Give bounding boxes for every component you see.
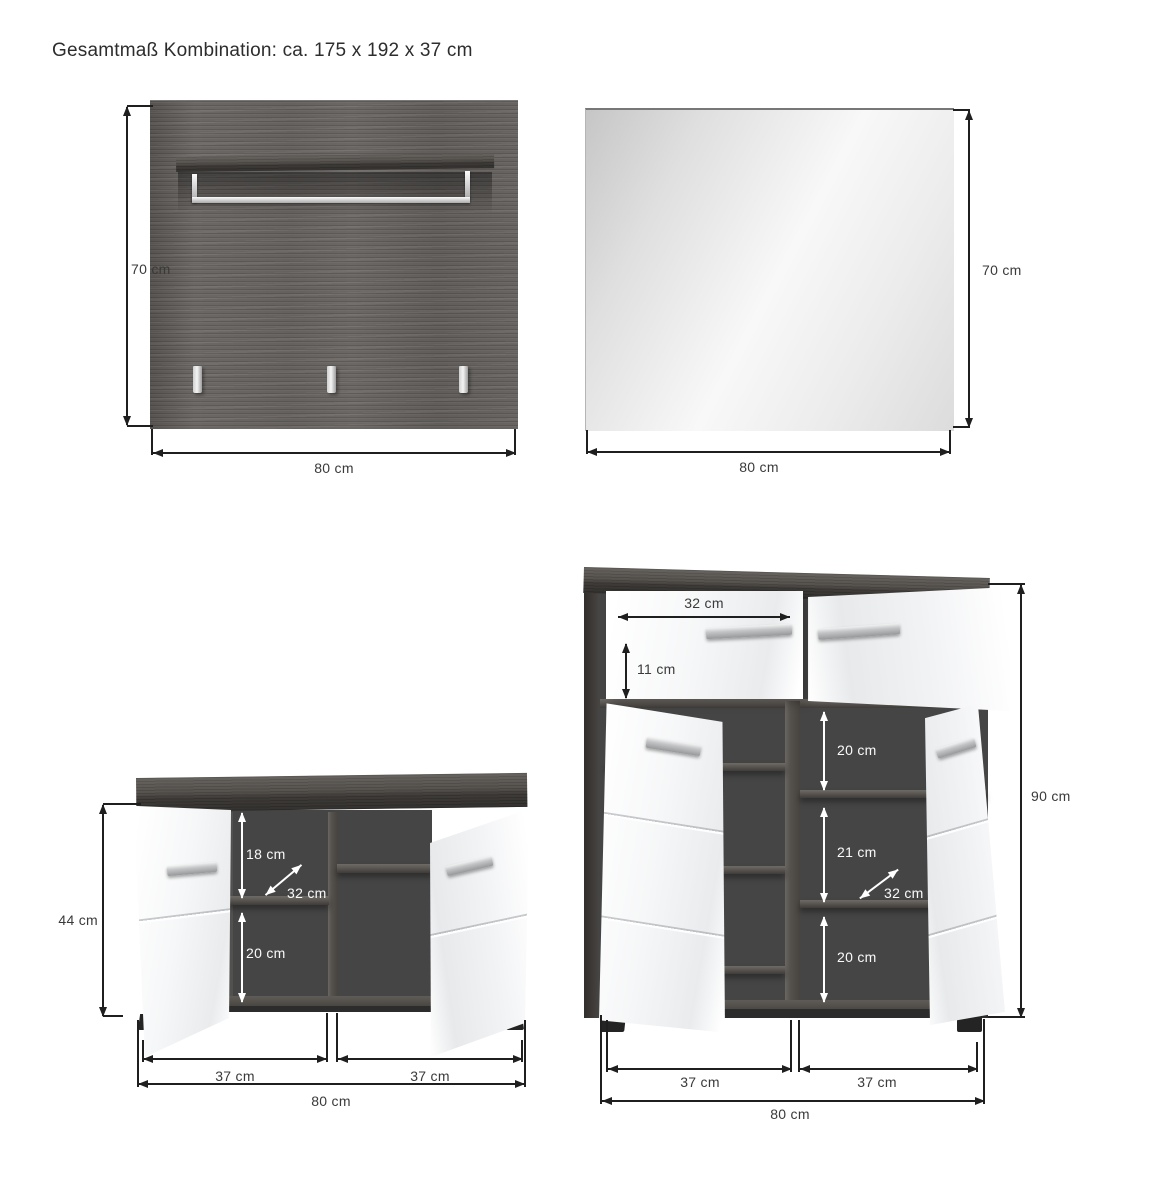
bench-right-door-label: 37 cm xyxy=(410,1068,450,1084)
bench-bottom-compartment-arrow xyxy=(241,913,243,1002)
cabinet-middle-compartment-arrow xyxy=(823,808,825,902)
bench-plinth xyxy=(228,1006,432,1012)
panel-width-dimension-line xyxy=(153,452,516,454)
bench-height-tick-top xyxy=(103,803,141,805)
cabinet-top-compartment-arrow xyxy=(823,712,825,790)
bench-right-door xyxy=(428,806,529,1058)
bench-left-door-dimension-line xyxy=(143,1058,327,1060)
cabinet-right-door-dimension-line xyxy=(800,1068,978,1070)
bench-left-door xyxy=(134,800,233,1058)
panel-height-label: 70 cm xyxy=(131,261,171,277)
bench-height-tick-bottom xyxy=(103,1015,123,1017)
cabinet-right-drawer xyxy=(806,584,1011,714)
panel-width-label: 80 cm xyxy=(314,460,354,476)
mirror-height-label: 70 cm xyxy=(982,262,1022,278)
rail-bar xyxy=(192,197,470,203)
rail-post-right xyxy=(465,171,470,199)
cabinet-bottom-compartment-label: 20 cm xyxy=(837,949,877,965)
cabinet-drawer-height-label: 11 cm xyxy=(637,661,676,677)
coat-hook-left xyxy=(193,366,202,393)
bench-top-compartment-label: 18 cm xyxy=(246,846,286,862)
panel-height-dimension-line xyxy=(126,107,128,425)
cabinet-depth-label: 32 cm xyxy=(884,885,924,901)
cabinet-left-door-label: 37 cm xyxy=(680,1074,720,1090)
mirror-width-label: 80 cm xyxy=(739,459,779,475)
mirror-width-dimension-line xyxy=(587,451,950,453)
bench-width-ext-right xyxy=(524,1020,526,1087)
coat-hook-right xyxy=(459,366,468,393)
bench-shelf-right xyxy=(337,864,432,873)
cabinet-right-door-groove-1 xyxy=(921,813,1010,842)
bench-top-compartment-arrow xyxy=(241,813,243,898)
bench-left-door-groove xyxy=(131,907,236,924)
cabinet-left-door-dimension-line xyxy=(608,1068,792,1070)
bench-top-slab xyxy=(136,773,527,812)
bench-bottom-compartment-label: 20 cm xyxy=(246,945,286,961)
cabinet-right-door-groove-2 xyxy=(921,912,1010,941)
bench-right-door-groove xyxy=(426,913,532,939)
cabinet-center-divider xyxy=(785,701,800,1015)
cabinet-middle-compartment-label: 21 cm xyxy=(837,844,877,860)
cabinet-drawer-height-arrow xyxy=(625,644,627,698)
cabinet-drawer-width-label: 32 cm xyxy=(684,595,724,611)
cabinet-top-compartment-label: 20 cm xyxy=(837,742,877,758)
panel-height-tick-bottom xyxy=(127,425,153,427)
cabinet-left-door-groove-2 xyxy=(596,915,729,940)
cabinet-height-dimension-line xyxy=(1020,585,1022,1017)
page-title: Gesamtmaß Kombination: ca. 175 x 192 x 37 cm xyxy=(52,40,473,61)
cabinet-width-dimension-line xyxy=(602,1100,985,1102)
cabinet-height-tick-bottom xyxy=(988,1016,1025,1018)
mirror-height-dimension-line xyxy=(968,111,970,427)
bench-depth-label: 32 cm xyxy=(287,885,327,901)
cabinet-bottom-compartment-arrow xyxy=(823,917,825,1002)
bench-width-ext-left xyxy=(137,1020,139,1087)
mirror-glass xyxy=(585,108,954,431)
cabinet-height-label: 90 cm xyxy=(1031,788,1071,804)
bench-height-label: 44 cm xyxy=(58,912,98,928)
cabinet-width-ext-right xyxy=(983,1019,985,1104)
cabinet-right-door-label: 37 cm xyxy=(857,1074,897,1090)
cabinet-drawer-width-arrow xyxy=(618,616,790,618)
bench-width-dimension-line xyxy=(138,1083,525,1085)
bench-center-divider xyxy=(328,812,338,1010)
bench-height-dimension-line xyxy=(102,805,104,1016)
coat-hook-middle xyxy=(327,366,336,393)
bench-width-label: 80 cm xyxy=(311,1093,351,1109)
cabinet-width-ext-left xyxy=(600,1015,602,1104)
bench-left-door-label: 37 cm xyxy=(215,1068,255,1084)
cabinet-width-label: 80 cm xyxy=(770,1106,810,1122)
bench-floor xyxy=(228,996,432,1006)
mirror-height-tick-bottom xyxy=(953,426,970,428)
bench-right-door-dimension-line xyxy=(338,1058,523,1060)
cabinet-left-door-groove-1 xyxy=(596,811,729,836)
panel-shelf-shadow xyxy=(178,172,492,214)
